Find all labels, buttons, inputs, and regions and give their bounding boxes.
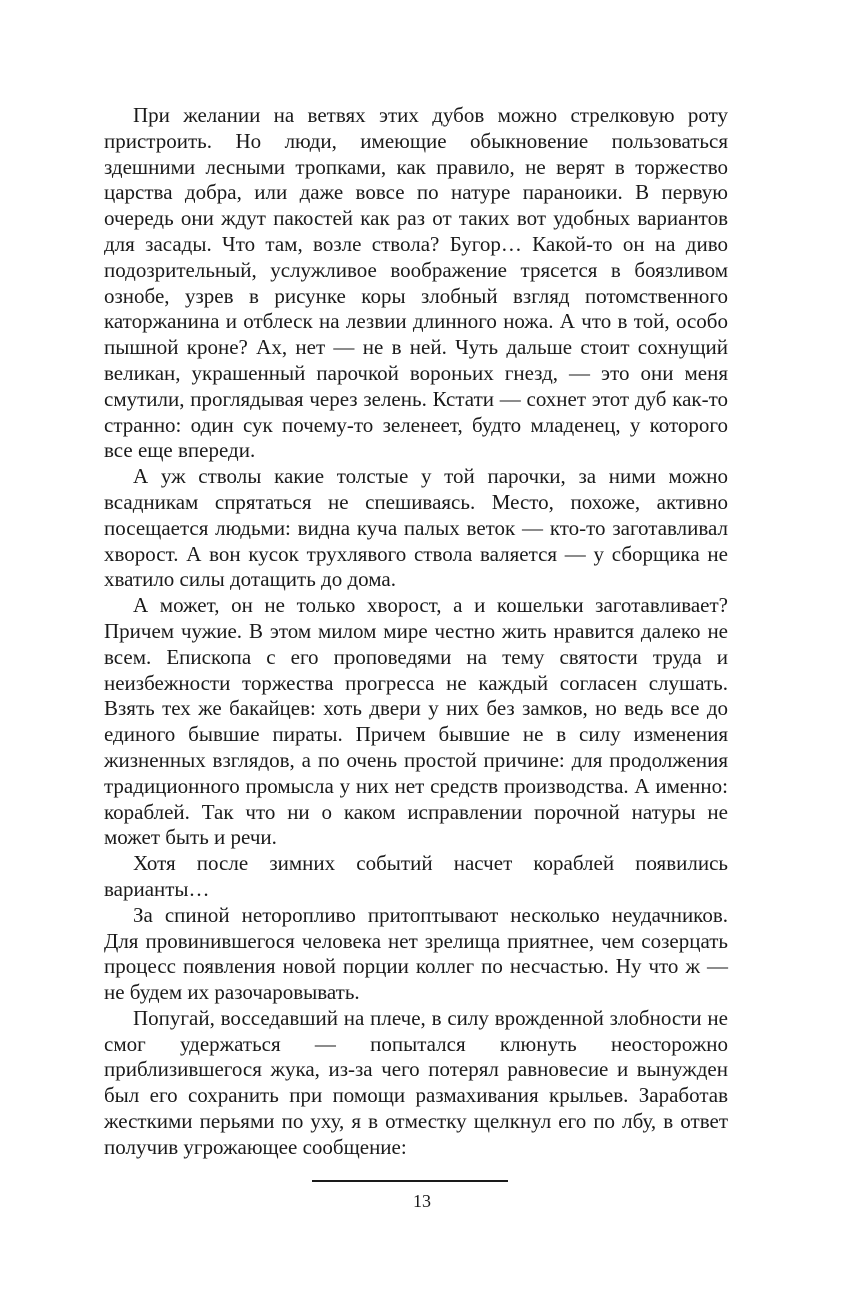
paragraph: Попугай, восседавший на плече, в силу врожденной злобности не смог удержаться — попытался клюнуть неосторожно приблизившегося жука, из-за чего потерял равновесие и вынужден был его сохранить при помощи размахивания крыльев. Заработав жесткими перьями по уху, я в отместку щелкнул его по лбу, в ответ получив угрожающее сообщение:	[104, 1005, 728, 1159]
page-number: 13	[413, 1191, 431, 1211]
paragraph: За спиной неторопливо притоптывают несколько неудачников. Для провинившегося человека нет зрелища приятнее, чем созерцать процесс появления новой порции коллег по несчастью. Ну что ж — не будем их разочаровывать.	[104, 902, 728, 1005]
footer-divider	[312, 1180, 508, 1182]
paragraph: При желании на ветвях этих дубов можно стрелковую роту пристроить. Но люди, имеющие обыкновение пользоваться здешними лесными тропками, как правило, не верят в торжество царства добра, или даже вовсе по натуре параноики. В первую очередь они ждут пакостей как раз от таких вот удобных вариантов для засады. Что там, возле ствола? Бугор… Какой-то он на диво подозрительный, услужливое воображение трясется в боязливом ознобе, узрев в рисунке коры злобный взгляд потомственного каторжанина и отблеск на лезвии длинного ножа. А что в той, особо пышной кроне? Ах, нет — не в ней. Чуть дальше стоит сохнущий великан, украшенный парочкой вороньих гнезд, — это они меня смутили, проглядывая через зелень. Кстати — сохнет этот дуб как-то странно: один сук почему-то зеленеет, будто младенец, у которого все еще впереди.	[104, 103, 728, 463]
page-body	[104, 103, 728, 1161]
paragraph: Хотя после зимних событий насчет кораблей появились варианты…	[104, 851, 728, 901]
paragraph: А может, он не только хворост, а и кошельки заготавливает? Причем чужие. В этом милом мире честно жить нравится далеко не всем. Епископа с его проповедями на тему святости труда и неизбежности торжества прогресса не каждый согласен слушать. Взять тех же бакайцев: хоть двери у них без замков, но ведь все до единого бывшие пираты. Причем бывшие не в силу изменения жизненных взглядов, а по очень простой причине: для продолжения традиционного промысла у них нет средств производства. А именно: кораблей. Так что ни о каком исправлении порочной натуры не может быть и речи.	[104, 593, 728, 850]
paragraph: А уж стволы какие толстые у той парочки, за ними можно всадникам спрятаться не спешиваясь. Место, похоже, активно посещается людьми: видна куча палых веток — кто-то заготавливал хворост. А вон кусок трухлявого ствола валяется — у сборщика не хватило силы дотащить до дома.	[104, 464, 728, 592]
